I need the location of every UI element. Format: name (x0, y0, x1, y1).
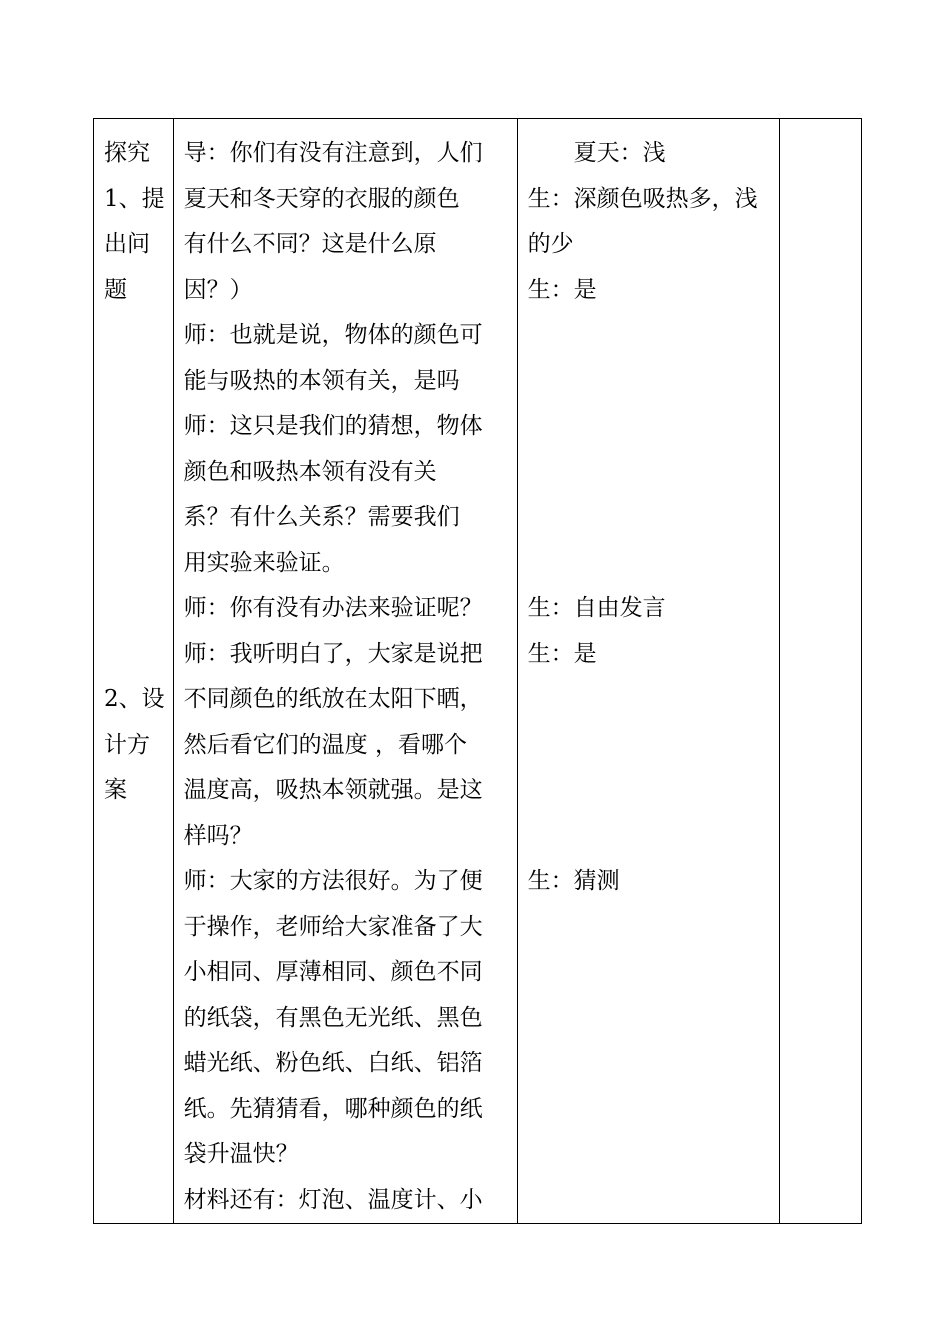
teacher-text-line: 因？） (183, 276, 253, 303)
student-text: 夏天：浅 (573, 140, 666, 166)
teacher-text-line: 样吗？ (183, 822, 253, 849)
stage-text: 1、提 (104, 185, 165, 212)
student-text: 生：自由发言 (527, 595, 666, 621)
notes-column (779, 119, 861, 1224)
teacher-text-line: 导：你们有没有注意到，人们 (183, 140, 483, 166)
teacher-column (173, 119, 517, 1224)
teacher-text-line: 小相同、厚薄相同、颜色不同 (183, 959, 483, 985)
teacher-text-line: 夏天和冬天穿的衣服的颜色 (183, 185, 460, 212)
teacher-text-line: 能与吸热的本领有关，是吗 (183, 367, 460, 394)
student-text: 的少 (527, 231, 574, 257)
teacher-text-line: 师：这只是我们的猜想，物体 (183, 413, 483, 439)
student-column (517, 119, 779, 1224)
teacher-text-line: 系？有什么关系？需要我们 (183, 504, 460, 530)
student-text: 生：猜测 (527, 868, 620, 894)
teacher-text-line: 于操作，老师给大家准备了大 (183, 913, 483, 940)
lesson-table (93, 118, 862, 1224)
teacher-text-line: 师：也就是说，物体的颜色可 (183, 322, 483, 348)
teacher-text-line: 材料还有：灯泡、温度计、小 (183, 1186, 483, 1213)
teacher-text-line: 温度高，吸热本领就强。是这 (183, 777, 483, 803)
student-text: 生：深颜色吸热多，浅 (527, 185, 758, 212)
teacher-text-line: 有什么不同？这是什么原 (183, 231, 437, 257)
teacher-text-line: 用实验来验证。 (183, 549, 345, 576)
teacher-text-line: 师：你有没有办法来验证呢？ (183, 595, 483, 621)
teacher-text-line: 颜色和吸热本领有没有关 (183, 458, 437, 485)
teacher-text-line: 不同颜色的纸放在太阳下晒， (183, 686, 483, 712)
stage-text: 案 (104, 777, 127, 803)
teacher-text-line: 袋升温快？ (183, 1141, 299, 1167)
stage-column (94, 119, 174, 1224)
teacher-text-line: 然后看它们的温度 ，看哪个 (183, 731, 467, 758)
stage-text: 2、设 (104, 686, 165, 712)
teacher-text-line: 的纸袋，有黑色无光纸、黑色 (183, 1004, 483, 1031)
student-text: 生：是 (527, 640, 597, 667)
stage-text: 探究 (104, 140, 150, 166)
teacher-text-line: 纸。先猜猜看，哪种颜色的纸 (183, 1095, 483, 1122)
teacher-text-line: 蜡光纸、粉色纸、白纸、铝箔 (183, 1050, 483, 1076)
teacher-text-line: 师：大家的方法很好。为了便 (183, 868, 483, 894)
table-row (94, 119, 862, 1224)
teacher-text-line: 师：我听明白了，大家是说把 (183, 640, 483, 667)
student-text: 生：是 (527, 276, 597, 303)
stage-text: 计方 (104, 731, 150, 758)
stage-text: 出问 (104, 231, 150, 257)
stage-text: 题 (104, 276, 127, 303)
